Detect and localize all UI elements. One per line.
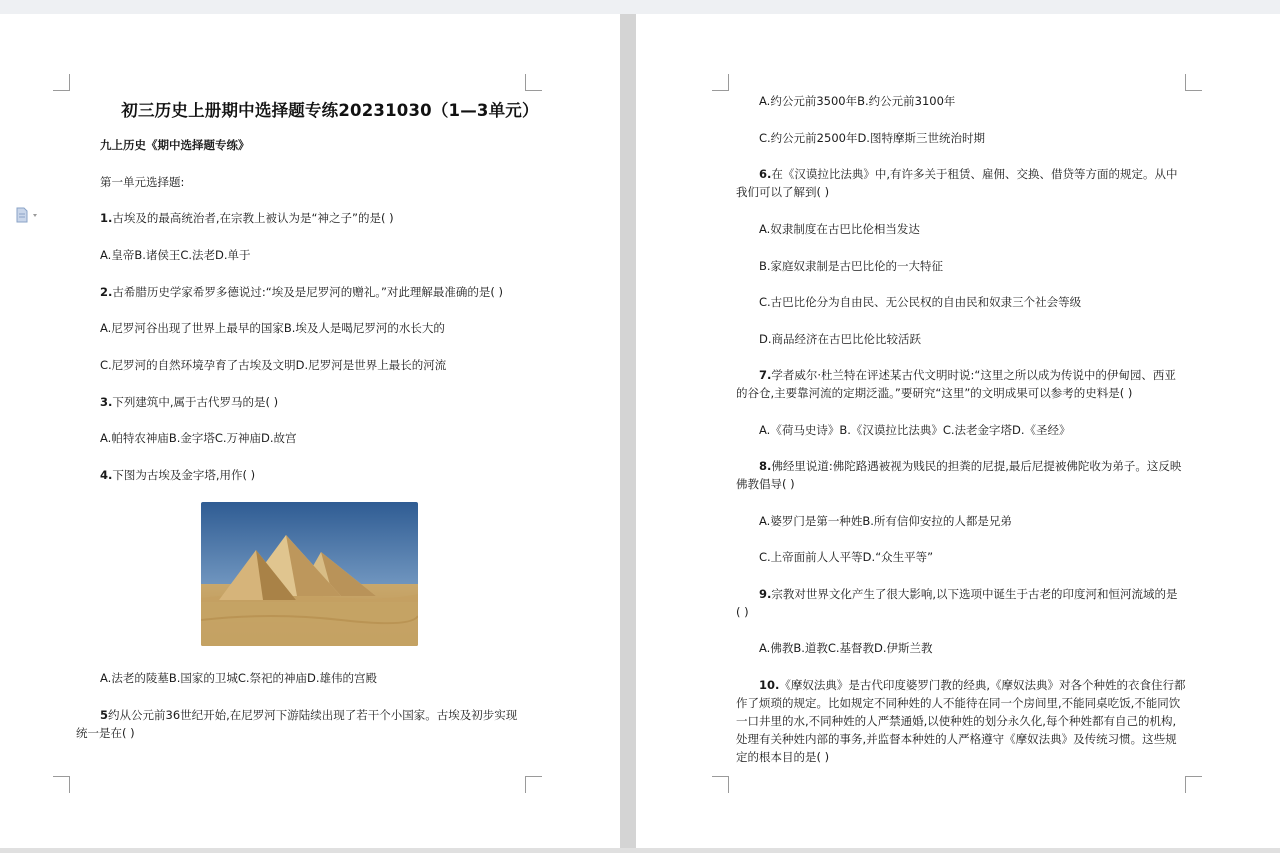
question-text: 古埃及的最高统治者,在宗教上被认为是“神之子”的是( ) (112, 211, 394, 225)
section-heading: 第一单元选择题: (100, 175, 185, 189)
question-4 (100, 468, 255, 482)
question-text: 下图为古埃及金字塔,用作( ) (112, 468, 256, 482)
question-7-options: A.《荷马史诗》B.《汉谟拉比法典》C.法老金字塔D.《圣经》 (759, 423, 1071, 437)
question-number: 4. (100, 468, 113, 482)
question-text: 宗教对世界文化产生了很大影响,以下选项中诞生于古老的印度河和恒河流域的是 (771, 587, 1178, 601)
question-1-options: A.皇帝B.诸侯王C.法老D.单于 (100, 248, 251, 262)
question-5-options-line1: A.约公元前3500年B.约公元前3100年 (759, 94, 956, 108)
question-number: 8. (759, 459, 772, 473)
question-5-line1 (100, 708, 517, 722)
margin-corner-mark (525, 74, 542, 91)
question-2-options-line1: A.尼罗河谷出现了世界上最早的国家B.埃及人是喝尼罗河的水长大的 (100, 321, 445, 335)
question-text: 下列建筑中,属于古代罗马的是( ) (112, 395, 279, 409)
question-6-line1 (759, 167, 1178, 181)
question-2 (100, 285, 503, 299)
page-title: 初三历史上册期中选择题专练20231030（1—3单元） (121, 101, 539, 120)
question-8-options-line1: A.婆罗门是第一种姓B.所有信仰安拉的人都是兄弟 (759, 514, 1012, 528)
question-1 (100, 211, 394, 225)
question-number: 3. (100, 395, 113, 409)
document-subtitle: 九上历史《期中选择题专练》 (100, 138, 250, 152)
margin-corner-mark (1185, 74, 1202, 91)
question-5-options-line2: C.约公元前2500年D.图特摩斯三世统治时期 (759, 131, 985, 145)
margin-corner-mark (525, 776, 542, 793)
toolbar-strip (0, 0, 1280, 14)
margin-corner-mark (712, 776, 729, 793)
pyramid-photo (201, 502, 418, 646)
question-3-options: A.帕特农神庙B.金字塔C.万神庙D.故宫 (100, 431, 297, 445)
question-7-line1 (759, 368, 1176, 382)
question-10-line5: 定的根本目的是( ) (736, 750, 830, 764)
bottom-strip (0, 848, 1280, 853)
question-10-line2: 作了烦琐的规定。比如规定不同种姓的人不能待在同一个房间里,不能同桌吃饭,不能同饮 (736, 696, 1181, 710)
question-number: 9. (759, 587, 772, 601)
question-text: 《摩奴法典》是古代印度婆罗门教的经典,《摩奴法典》对各个种姓的衣食住行都 (779, 678, 1186, 692)
margin-corner-mark (53, 74, 70, 91)
document-page-right (636, 14, 1280, 853)
question-8-line2: 佛教倡导( ) (736, 477, 795, 491)
question-text: 古希腊历史学家希罗多德说过:“埃及是尼罗河的赠礼。”对此理解最准确的是( ) (112, 285, 504, 299)
question-3 (100, 395, 278, 409)
question-9-line2: ( ) (736, 605, 749, 619)
question-6-option-a: A.奴隶制度在古巴比伦相当发达 (759, 222, 920, 236)
question-5-line2: 统一是在( ) (76, 726, 135, 740)
question-8-options-line2: C.上帝面前人人平等D.“众生平等” (759, 550, 934, 564)
question-10-line1 (759, 678, 1186, 692)
question-6-option-c: C.古巴比伦分为自由民、无公民权的自由民和奴隶三个社会等级 (759, 295, 1082, 309)
question-text: 佛经里说道:佛陀路遇被视为贱民的担粪的尼提,最后尼提被佛陀收为弟子。这反映 (771, 459, 1182, 473)
question-10-line3: 一口井里的水,不同种姓的人严禁通婚,以使种姓的划分永久化,每个种姓都有自己的机构, (736, 714, 1177, 728)
question-9-line1 (759, 587, 1178, 601)
question-6-option-d: D.商品经济在古巴比伦比较活跃 (759, 332, 922, 346)
margin-corner-mark (1185, 776, 1202, 793)
page-gutter (620, 14, 636, 853)
question-6-line2: 我们可以了解到( ) (736, 185, 830, 199)
document-outline-icon[interactable] (15, 207, 39, 223)
question-number: 1. (100, 211, 113, 225)
question-number: 10. (759, 678, 780, 692)
question-text: 学者威尔·杜兰特在评述某古代文明时说:“这里之所以成为传说中的伊甸园、西亚 (771, 368, 1176, 382)
question-6-option-b: B.家庭奴隶制是古巴比伦的一大特征 (759, 259, 944, 273)
margin-corner-mark (53, 776, 70, 793)
question-7-line2: 的谷仓,主要靠河流的定期泛滥。”要研究“这里”的文明成果可以参考的史料是( ) (736, 386, 1133, 400)
margin-corner-mark (712, 74, 729, 91)
document-page-left (0, 14, 620, 853)
question-10-line4: 处理有关种姓内部的事务,并监督本种姓的人严格遵守《摩奴法典》及传统习惯。这些规 (736, 732, 1177, 746)
question-text: 约从公元前36世纪开始,在尼罗河下游陆续出现了若干个小国家。古埃及初步实现 (108, 708, 518, 722)
question-9-options: A.佛教B.道教C.基督教D.伊斯兰教 (759, 641, 933, 655)
question-number: 7. (759, 368, 772, 382)
question-number: 2. (100, 285, 113, 299)
question-8-line1 (759, 459, 1181, 473)
question-2-options-line2: C.尼罗河的自然环境孕育了古埃及文明D.尼罗河是世界上最长的河流 (100, 358, 447, 372)
question-text: 在《汉谟拉比法典》中,有许多关于租赁、雇佣、交换、借贷等方面的规定。从中 (771, 167, 1178, 181)
question-number: 6. (759, 167, 772, 181)
question-4-options: A.法老的陵墓B.国家的卫城C.祭祀的神庙D.雄伟的宫殿 (100, 671, 378, 685)
question-number: 5 (100, 708, 109, 722)
